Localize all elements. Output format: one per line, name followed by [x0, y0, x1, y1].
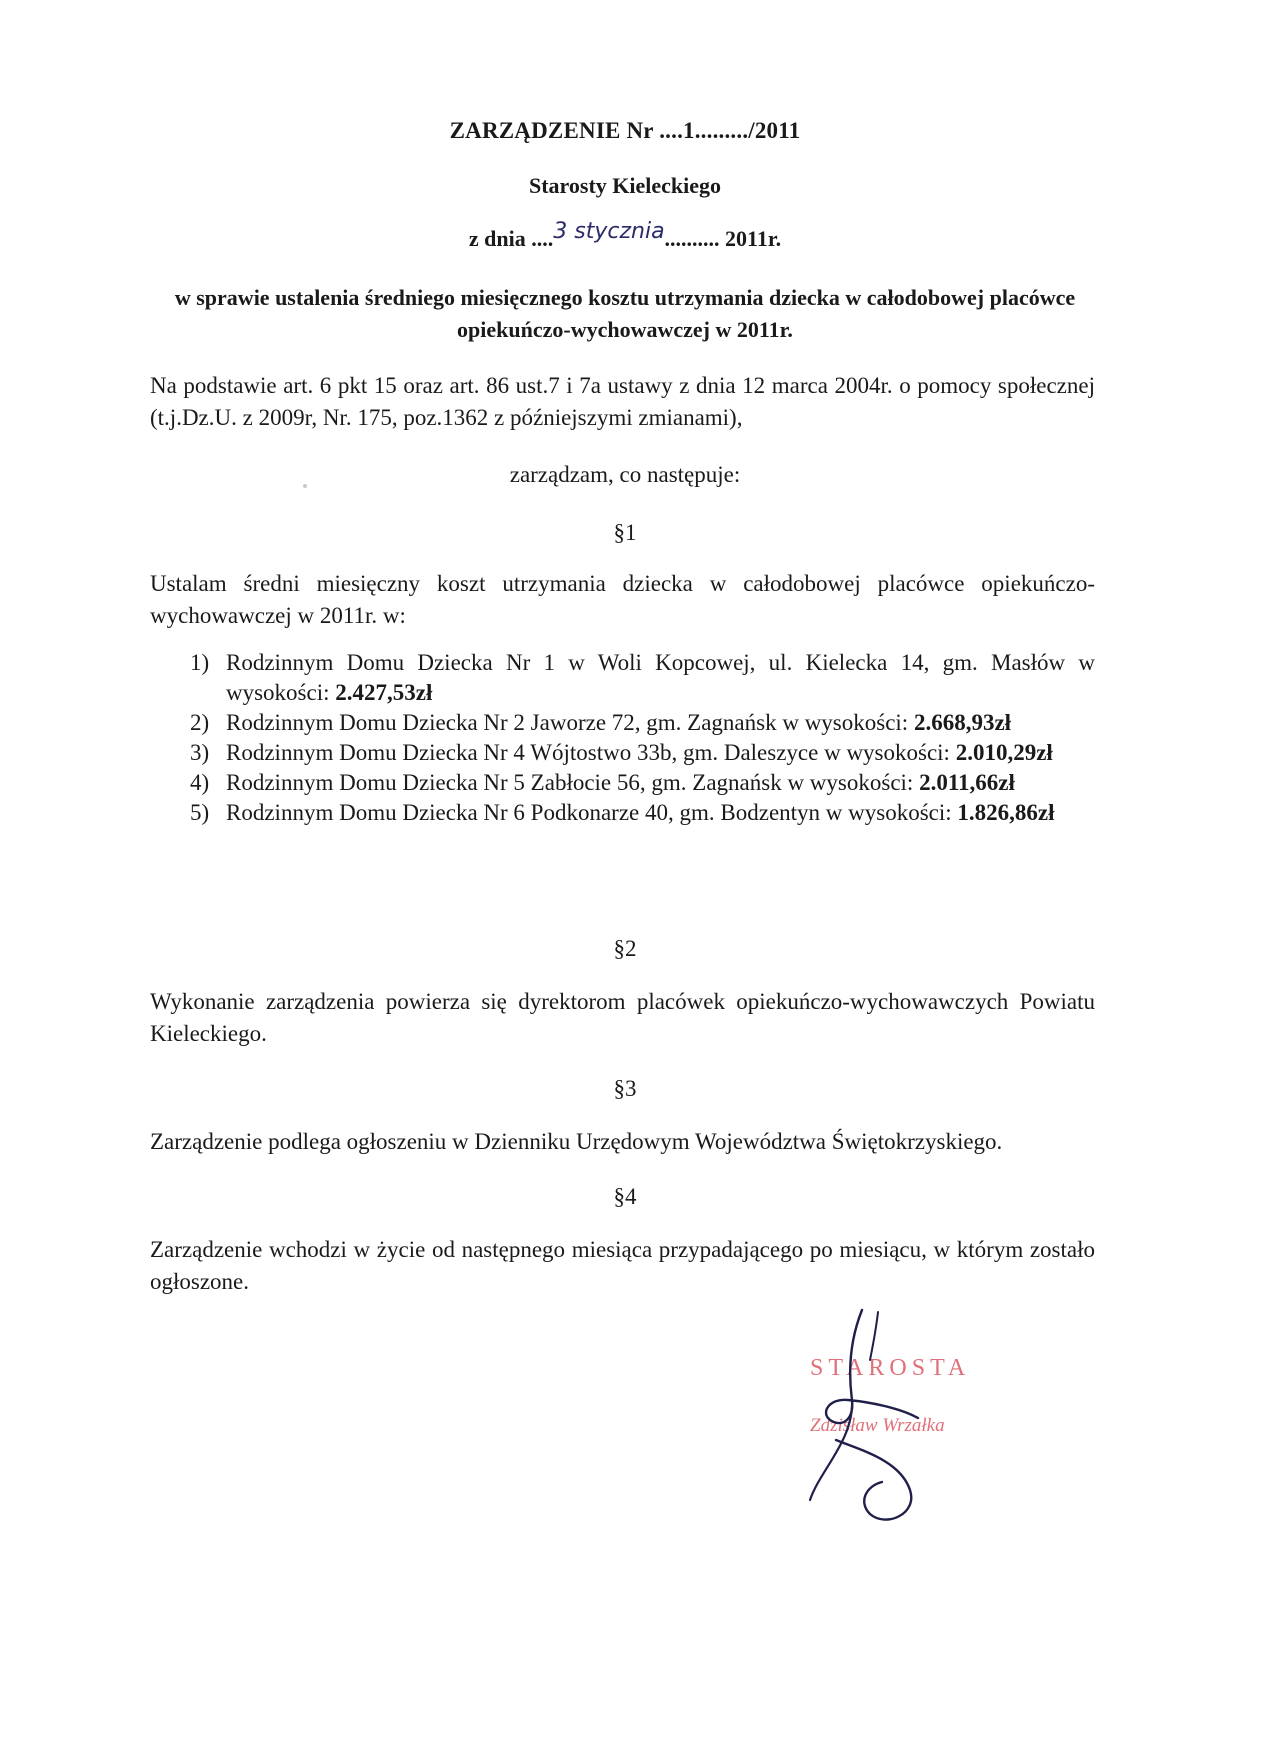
list-item-number: 4)	[190, 770, 210, 795]
list-item-text: Rodzinnym Domu Dziecka Nr 5 Zabłocie 56, gm. Zagnańsk w wysokości:	[226, 770, 920, 795]
stamp-name: Zdzisław Wrzałka	[810, 1415, 945, 1436]
section-3-text: Zarządzenie podlega ogłoszeniu w Dzienniku Urzędowym Województwa Świętokrzyskiego.	[150, 1129, 1003, 1154]
section-3-heading: §3	[613, 1076, 637, 1101]
list-item	[190, 708, 1095, 738]
list-item-number: 1)	[190, 650, 210, 675]
section-2-heading: §2	[613, 936, 637, 961]
list-item-number: 2)	[190, 710, 210, 735]
handwritten-date: 3 stycznia	[553, 219, 665, 244]
legal-basis-paragraph: Na podstawie art. 6 pkt 15 oraz art. 86 ust.7 i 7a ustawy z dnia 12 marca 2004r. o pomocy społecznej (t.j.Dz.U. z 2009r, Nr. 175, poz.1362 z późniejszymi zmianami),	[150, 373, 1095, 430]
list-item-text: Rodzinnym Domu Dziecka Nr 1 w Woli Kopcowej, ul. Kielecka 14, gm. Masłów w wysokości:	[226, 650, 1095, 705]
list-item-text: Rodzinnym Domu Dziecka Nr 2 Jaworze 72, gm. Zagnańsk w wysokości:	[226, 710, 914, 735]
section-1-heading: §1	[613, 520, 637, 545]
list-item-amount: 2.010,29zł	[955, 740, 1053, 765]
date-prefix: z dnia ....	[468, 226, 554, 251]
date-suffix: .......... 2011r.	[664, 226, 782, 251]
list-item-amount: 2.011,66zł	[919, 770, 1015, 795]
document-title: ZARZĄDZENIE Nr ....1........./2011	[449, 118, 801, 143]
list-item	[190, 738, 1095, 768]
list-item-number: 5)	[190, 800, 210, 825]
section-4-text: Zarządzenie wchodzi w życie od następnego miesiąca przypadającego po miesiącu, w którym zostało ogłoszone.	[150, 1237, 1095, 1294]
handwritten-signature	[790, 1300, 970, 1530]
list-item-amount: 1.826,86zł	[957, 800, 1055, 825]
section-2-text: Wykonanie zarządzenia powierza się dyrektorom placówek opiekuńczo-wychowawczych Powiatu Kieleckiego.	[150, 989, 1095, 1046]
section-4-heading: §4	[613, 1184, 637, 1209]
list-item-text: Rodzinnym Domu Dziecka Nr 6 Podkonarze 40, gm. Bodzentyn w wysokości:	[226, 800, 958, 825]
document-subject: w sprawie ustalenia średniego miesięcznego kosztu utrzymania dziecka w całodobowej placówce opiekuńczo-wychowawczej w 2011r.	[174, 285, 1076, 342]
list-item	[190, 648, 1095, 708]
decree-line: zarządzam, co następuje:	[509, 462, 741, 487]
document-date	[150, 219, 1100, 252]
list-item-amount: 2.668,93zł	[913, 710, 1012, 735]
list-item-amount: 2.427,53zł	[335, 680, 433, 705]
list-item-text: Rodzinnym Domu Dziecka Nr 4 Wójtostwo 33b, gm. Daleszyce w wysokości:	[226, 740, 956, 765]
section-1-text: Ustalam średni miesięczny koszt utrzymania dziecka w całodobowej placówce opiekuńczo-wychowawczej w 2011r. w:	[150, 571, 1095, 628]
stamp-title: STAROSTA	[810, 1355, 971, 1381]
list-item-number: 3)	[190, 740, 210, 765]
document-issuer: Starosty Kieleckiego	[528, 173, 722, 198]
list-item	[190, 768, 1095, 798]
list-item	[190, 798, 1095, 828]
cost-list	[190, 648, 1095, 828]
